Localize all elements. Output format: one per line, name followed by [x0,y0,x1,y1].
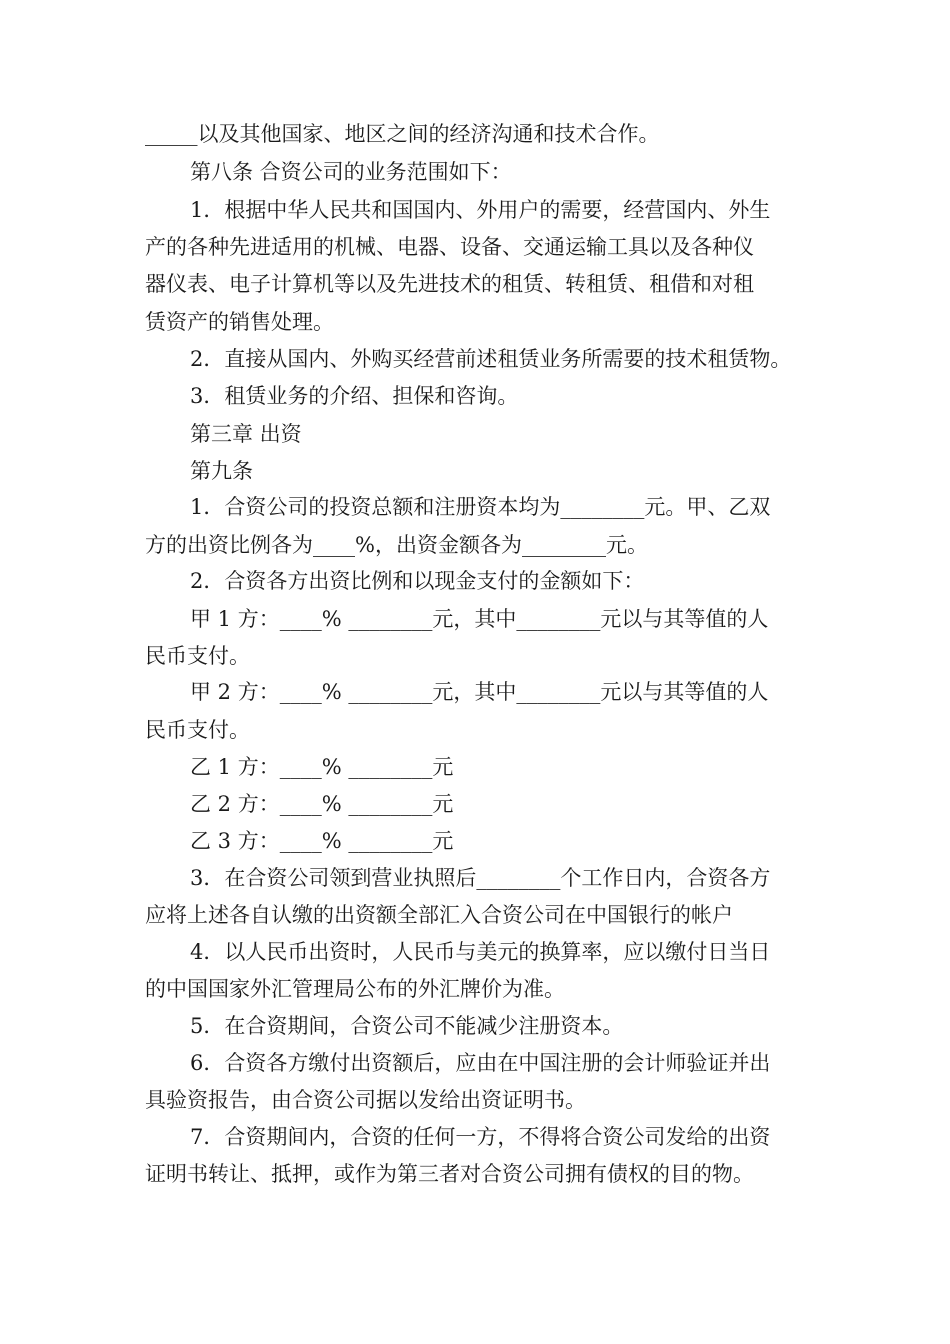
text-line: 民币支付。 [145,718,250,742]
text-line: 证明书转让、抵押，或作为第三者对合资公司拥有债权的目的物。 [145,1162,754,1186]
text-line: 具验资报告，由合资公司据以发给出资证明书。 [145,1088,586,1112]
text-line: 甲 1 方：____% ________元，其中________元以与其等值的人 [190,607,769,631]
text-line: 7．合资期间内，合资的任何一方，不得将合资公司发给的出资 [190,1125,771,1149]
text-line: 赁资产的销售处理。 [145,310,334,334]
text-line: 2．合资各方出资比例和以现金支付的金额如下： [190,569,645,593]
text-line: 5．在合资期间，合资公司不能减少注册资本。 [190,1014,624,1038]
text-line: 3．在合资公司领到营业执照后________个工作日内，合资各方 [190,866,771,890]
text-line: 产的各种先进适用的机械、电器、设备、交通运输工具以及各种仪 [145,235,754,259]
text-line: 1．合资公司的投资总额和注册资本均为________元。甲、乙双 [190,495,771,519]
chapter-heading: 第三章 出资 [190,422,302,446]
text-line: 乙 1 方：____% ________元 [190,755,454,779]
text-line: 1．根据中华人民共和国国内、外用户的需要，经营国内、外生 [190,198,771,222]
text-line: 民币支付。 [145,644,250,668]
text-line: 4．以人民币出资时，人民币与美元的换算率，应以缴付日当日 [190,940,771,964]
section-heading: 第八条 合资公司的业务范围如下： [190,160,512,184]
text-line: 2．直接从国内、外购买经营前述租赁业务所需要的技术租赁物。 [190,347,792,371]
text-line: _____以及其他国家、地区之间的经济沟通和技术合作。 [145,122,660,146]
text-line: 的中国国家外汇管理局公布的外汇牌价为准。 [145,977,565,1001]
text-line: 6．合资各方缴付出资额后，应由在中国注册的会计师验证并出 [190,1051,771,1075]
text-line: 应将上述各自认缴的出资额全部汇入合资公司在中国银行的帐户 [145,903,733,927]
text-line: 3．租赁业务的介绍、担保和咨询。 [190,384,519,408]
section-heading: 第九条 [190,459,253,483]
text-line: 乙 3 方：____% ________元 [190,829,454,853]
text-line: 乙 2 方：____% ________元 [190,792,454,816]
text-line: 甲 2 方：____% ________元，其中________元以与其等值的人 [190,680,769,704]
text-line: 方的出资比例各为____%，出资金额各为________元。 [145,533,648,557]
text-line: 器仪表、电子计算机等以及先进技术的租赁、转租赁、租借和对租 [145,272,754,296]
